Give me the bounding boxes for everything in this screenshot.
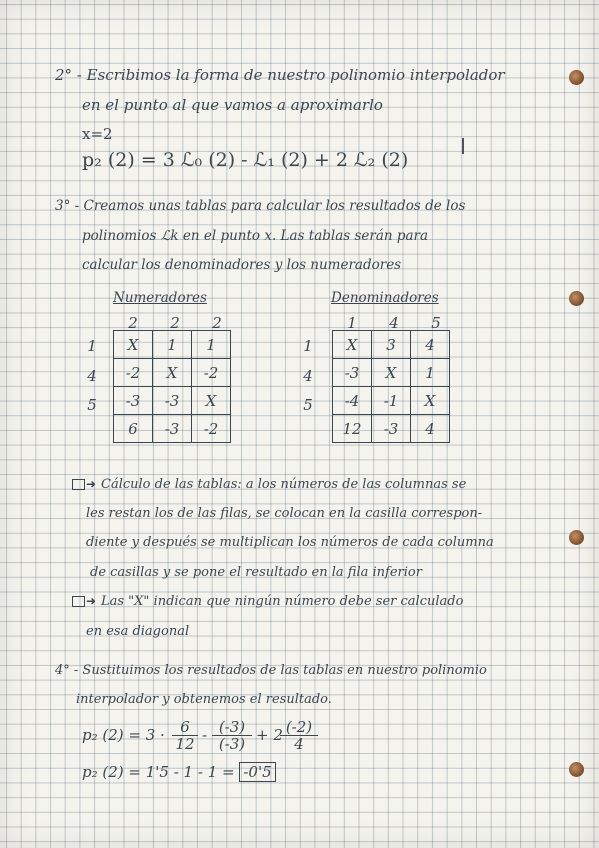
table-cell: 3 [372, 331, 411, 359]
table-row [114, 387, 231, 415]
numeradores-table [113, 330, 231, 443]
table-cell: 1 [411, 359, 450, 387]
section3-line3: calcular los denominadores y los numeradores [82, 257, 402, 273]
section2-line2: en el punto al que vamos a aproximarlo [82, 96, 383, 114]
binder-hole-icon [569, 762, 584, 777]
note1-line4: de casillas y se pone el resultado en la fila inferior [90, 565, 422, 580]
table-row [333, 331, 450, 359]
denominadores-row-header: 1 [303, 337, 313, 355]
table-cell: -3 [153, 415, 192, 443]
fraction-2-numerator: (-3) [212, 719, 252, 736]
numeradores-row-header: 1 [87, 337, 97, 355]
result-line [82, 765, 276, 780]
section4-heading: 4° - Sustituimos los resultados de las tablas en nuestro polinomio [55, 663, 487, 678]
equation-lhs: p₂ (2) = 3 · [82, 726, 165, 744]
fraction-3 [280, 719, 318, 752]
denominadores-table [332, 330, 450, 443]
table-cell: -3 [114, 387, 153, 415]
denominadores-row-header: 5 [303, 396, 313, 414]
final-result: -0'5 [239, 762, 275, 782]
table-cell: X [333, 331, 372, 359]
binder-hole-icon [569, 70, 584, 85]
table-cell: -2 [192, 359, 231, 387]
table-row [114, 415, 231, 443]
result-lhs: p₂ (2) = 1'5 - 1 - 1 = [82, 763, 235, 781]
table-cell: -1 [372, 387, 411, 415]
section2-heading: 2° - Escribimos la forma de nuestro polinomio interpolador [55, 66, 505, 84]
section3-heading: 3° - Creamos unas tablas para calcular los resultados de los [55, 198, 466, 214]
numeradores-col-header: 2 [170, 314, 180, 332]
checkbox-icon [72, 479, 85, 490]
denominadores-col-header: 5 [431, 314, 441, 332]
fraction-1-numerator: 6 [172, 719, 198, 736]
pen-mark [462, 138, 464, 154]
section4-line2: interpolador y obtenemos el resultado. [76, 692, 332, 707]
numeradores-col-header: 2 [212, 314, 222, 332]
table-cell: -2 [192, 415, 231, 443]
binder-hole-icon [569, 530, 584, 545]
fraction-2 [212, 719, 252, 752]
table-row [333, 387, 450, 415]
binder-hole-icon [569, 291, 584, 306]
section3-line2: polinomios ℒk en el punto x. Las tablas serán para [82, 228, 429, 244]
fraction-1-denominator: 12 [175, 735, 195, 753]
fraction-3-denominator: 4 [294, 735, 304, 753]
section2-formula: p₂ (2) = 3 ℒ₀ (2) - ℒ₁ (2) + 2 ℒ₂ (2) [82, 149, 409, 171]
denominadores-title: Denominadores [331, 290, 439, 306]
fraction-1 [172, 719, 198, 752]
table-cell: X [192, 387, 231, 415]
note1-line1: Cálculo de las tablas: a los números de las columnas se [101, 477, 467, 492]
table-row [333, 415, 450, 443]
note1-line3: diente y después se multiplican los números de cada columna [86, 535, 494, 550]
table-cell: X [372, 359, 411, 387]
table-cell: X [411, 387, 450, 415]
note1-line2: les restan los de las filas, se colocan en la casilla correspon- [86, 506, 483, 521]
denominadores-col-header: 1 [347, 314, 357, 332]
section2-x-value: x=2 [82, 125, 113, 143]
table-cell: -2 [114, 359, 153, 387]
table-cell: -3 [372, 415, 411, 443]
table-cell: X [153, 359, 192, 387]
denominadores-row-header: 4 [303, 367, 313, 385]
table-cell: -4 [333, 387, 372, 415]
table-cell: 1 [192, 331, 231, 359]
table-cell: 4 [411, 415, 450, 443]
numeradores-row-header: 5 [87, 396, 97, 414]
table-cell: 6 [114, 415, 153, 443]
numeradores-title: Numeradores [113, 290, 207, 306]
table-cell: -3 [333, 359, 372, 387]
table-cell: X [114, 331, 153, 359]
arrow-icon: ➜ [86, 594, 97, 608]
table-row [114, 359, 231, 387]
table-cell: 4 [411, 331, 450, 359]
table-cell: 12 [333, 415, 372, 443]
table-row [114, 331, 231, 359]
numeradores-row-header: 4 [87, 367, 97, 385]
table-cell: -3 [153, 387, 192, 415]
table-row [333, 359, 450, 387]
denominadores-col-header: 4 [389, 314, 399, 332]
note2-line2: en esa diagonal [86, 624, 190, 639]
plus-two: + 2 [256, 726, 283, 744]
minus-sign: - [202, 726, 208, 744]
numeradores-col-header: 2 [128, 314, 138, 332]
checkbox-icon [72, 596, 85, 607]
fraction-3-numerator: (-2) [280, 719, 318, 736]
note2-line1: Las "X" indican que ningún número debe ser calculado [101, 594, 464, 609]
arrow-icon: ➜ [86, 477, 97, 491]
table-cell: 1 [153, 331, 192, 359]
fraction-2-denominator: (-3) [218, 735, 246, 753]
